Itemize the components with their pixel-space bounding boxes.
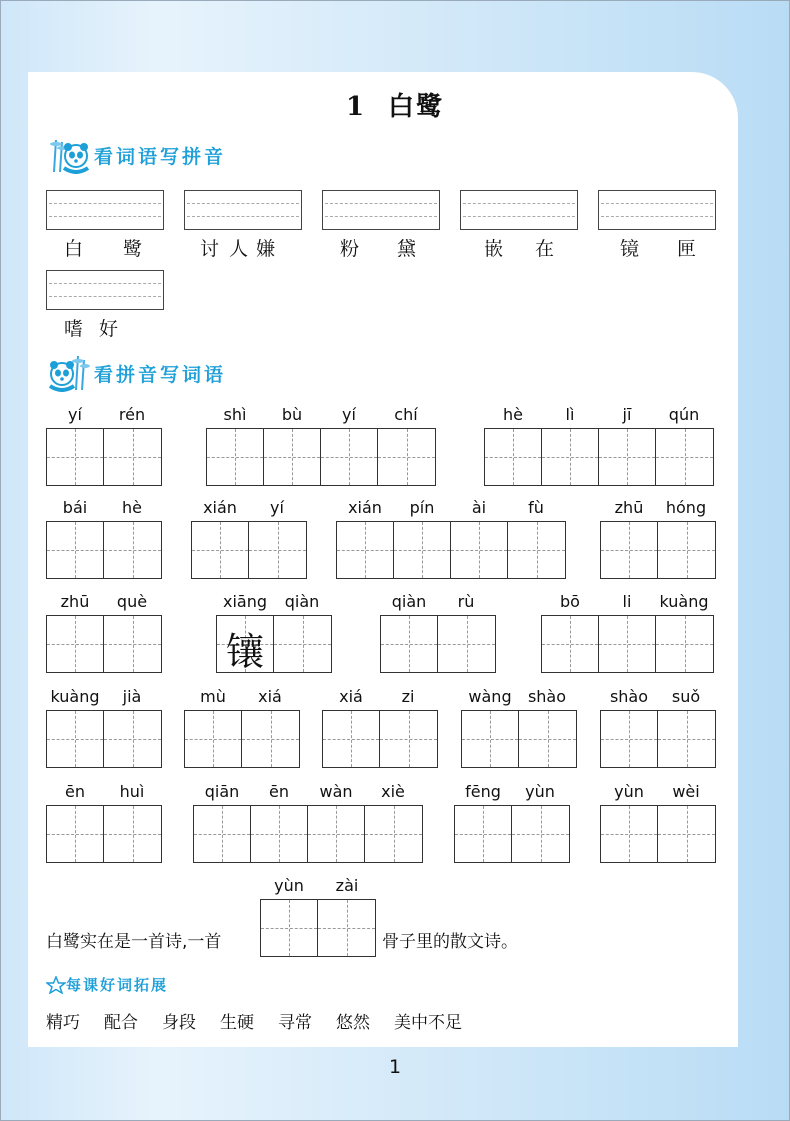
pinyin-label: què [116,592,148,611]
pinyin-label: rén [118,405,146,424]
pinyin-label: jià [122,687,142,706]
character-cell[interactable] [308,806,365,862]
character-grid [461,710,577,768]
character-cell[interactable] [274,616,331,672]
extension-word: 美中不足 [394,1013,462,1033]
star-icon [46,976,66,994]
character-grid [184,710,300,768]
word-label: 嗜 好 [64,318,121,340]
pinyin-label: xiè [381,782,405,801]
character-cell[interactable] [104,616,161,672]
character-cell[interactable] [658,711,715,767]
character-grid [193,805,423,863]
character-cell[interactable] [599,616,656,672]
pinyin-label: hè [122,498,142,517]
pinyin-answer-box[interactable] [46,190,164,230]
character-grid [46,521,162,579]
character-cell[interactable] [337,522,394,578]
character-cell[interactable] [601,522,658,578]
sentence-character-grid [260,899,376,957]
character-cell[interactable] [438,616,495,672]
pinyin-label: zài [335,876,359,895]
pinyin-label: ēn [269,782,289,801]
pinyin-label: ài [471,498,487,517]
character-cell[interactable] [47,806,104,862]
character-grid [191,521,307,579]
character-cell[interactable] [512,806,569,862]
character-grid [46,805,162,863]
pinyin-label: fēng [465,782,501,801]
pinyin-label: shào [609,687,649,706]
extension-word: 配合 [104,1013,138,1033]
pinyin-label: mù [200,687,226,706]
pinyin-label: shì [223,405,247,424]
character-grid [380,615,496,673]
character-cell[interactable] [656,616,713,672]
word-label: 粉 黛 [340,238,419,260]
word-label: 嵌 在 [484,238,557,260]
pinyin-label: jī [622,405,632,424]
pinyin-label: yí [342,405,356,424]
character-cell[interactable] [264,429,321,485]
character-grid [206,428,436,486]
character-cell[interactable] [323,711,380,767]
pinyin-label: kuàng [659,592,709,611]
character-cell[interactable] [380,711,437,767]
character-cell[interactable] [601,711,658,767]
character-cell[interactable] [508,522,565,578]
character-cell[interactable] [658,806,715,862]
pinyin-label: zhū [60,592,90,611]
character-cell[interactable] [601,806,658,862]
pinyin-label: pín [409,498,435,517]
pinyin-answer-box[interactable] [46,270,164,310]
pinyin-label: rù [457,592,475,611]
character-cell[interactable] [519,711,576,767]
sentence-after: 骨子里的散文诗。 [382,932,518,952]
pinyin-label: zhū [614,498,644,517]
pinyin-label: qiàn [284,592,320,611]
character-cell[interactable] [658,522,715,578]
pinyin-answer-box[interactable] [460,190,578,230]
pinyin-label: qiàn [391,592,427,611]
pinyin-label: fù [528,498,544,517]
character-grid [46,428,162,486]
character-cell[interactable] [455,806,512,862]
character-grid [336,521,566,579]
character-grid [600,710,716,768]
character-cell[interactable] [104,522,161,578]
section-header-pinyin [46,136,226,174]
character-cell[interactable] [47,616,104,672]
character-cell[interactable] [194,806,251,862]
character-cell[interactable] [104,806,161,862]
character-cell[interactable] [217,616,274,672]
panda-bamboo-icon [46,354,90,392]
character-cell[interactable] [321,429,378,485]
pinyin-label: yí [270,498,284,517]
character-cell[interactable] [599,429,656,485]
character-cell[interactable] [542,429,599,485]
pinyin-label: ēn [65,782,85,801]
lesson-title [0,86,790,123]
pinyin-label: bù [281,405,303,424]
character-grid [600,521,716,579]
pinyin-label: yùn [274,876,304,895]
pinyin-label: xián [348,498,382,517]
pinyin-label: wàn [319,782,353,801]
pinyin-label: xiá [258,687,282,706]
character-cell[interactable] [251,806,308,862]
character-cell[interactable] [185,711,242,767]
pinyin-label: suǒ [671,687,701,706]
extension-header [46,974,168,995]
pinyin-label: li [622,592,632,611]
character-grid [216,615,332,673]
pinyin-label: shào [527,687,567,706]
character-cell[interactable] [318,900,375,956]
character-cell[interactable] [656,429,713,485]
page-number: 1 [388,1056,402,1078]
character-grid [454,805,570,863]
pinyin-label: hè [503,405,523,424]
pinyin-label: lì [565,405,575,424]
section-header-characters [46,354,226,392]
lesson-name: 白鹭 [388,92,445,122]
character-grid [600,805,716,863]
given-character: 镶 [225,630,264,674]
pinyin-label: zi [401,687,415,706]
pinyin-label: qiān [204,782,240,801]
character-cell[interactable] [207,429,264,485]
extension-word: 寻常 [278,1013,312,1033]
extension-word-list [46,1008,486,1033]
pinyin-label: hóng [665,498,707,517]
character-grid [541,615,714,673]
character-cell[interactable] [365,806,422,862]
character-cell[interactable] [451,522,508,578]
pinyin-answer-box[interactable] [598,190,716,230]
pinyin-answer-box[interactable] [322,190,440,230]
character-grid [484,428,714,486]
pinyin-label: wèi [672,782,700,801]
pinyin-label: yùn [525,782,555,801]
word-label: 白 鹭 [64,238,145,260]
character-cell[interactable] [542,616,599,672]
character-grid [46,615,162,673]
character-cell[interactable] [381,616,438,672]
pinyin-label: yí [68,405,82,424]
character-cell[interactable] [242,711,299,767]
character-cell[interactable] [47,429,104,485]
character-cell[interactable] [192,522,249,578]
character-cell[interactable] [378,429,435,485]
pinyin-label: chí [394,405,418,424]
pinyin-label: bō [560,592,580,611]
character-cell[interactable] [47,522,104,578]
pinyin-label: yùn [614,782,644,801]
pinyin-label: wàng [468,687,512,706]
character-cell[interactable] [104,429,161,485]
panda-bamboo-icon [46,136,90,174]
extension-word: 身段 [162,1013,196,1033]
character-cell[interactable] [485,429,542,485]
sentence-before: 白鹭实在是一首诗,一首 [46,932,222,952]
extension-label: 每课好词拓展 [66,976,169,994]
extension-word: 生硬 [220,1013,254,1033]
word-label: 讨 人 嫌 [200,238,278,260]
extension-word: 悠然 [336,1013,370,1033]
character-cell[interactable] [249,522,306,578]
character-grid [46,710,162,768]
character-cell[interactable] [394,522,451,578]
pinyin-label: kuàng [50,687,100,706]
section-header-label: 看拼音写词语 [94,363,227,386]
pinyin-label: qún [668,405,700,424]
character-cell[interactable] [462,711,519,767]
word-label: 镜 匣 [620,238,699,260]
character-cell[interactable] [47,711,104,767]
pinyin-label: bái [62,498,88,517]
character-cell[interactable] [104,711,161,767]
pinyin-label: xián [203,498,237,517]
character-grid [322,710,438,768]
character-cell[interactable] [261,900,318,956]
section-header-label: 看词语写拼音 [94,145,227,168]
pinyin-label: xiá [339,687,363,706]
extension-word: 精巧 [46,1013,80,1033]
lesson-number: 1 [345,92,367,122]
pinyin-label: huì [119,782,145,801]
pinyin-answer-box[interactable] [184,190,302,230]
pinyin-label: xiāng [222,592,267,611]
